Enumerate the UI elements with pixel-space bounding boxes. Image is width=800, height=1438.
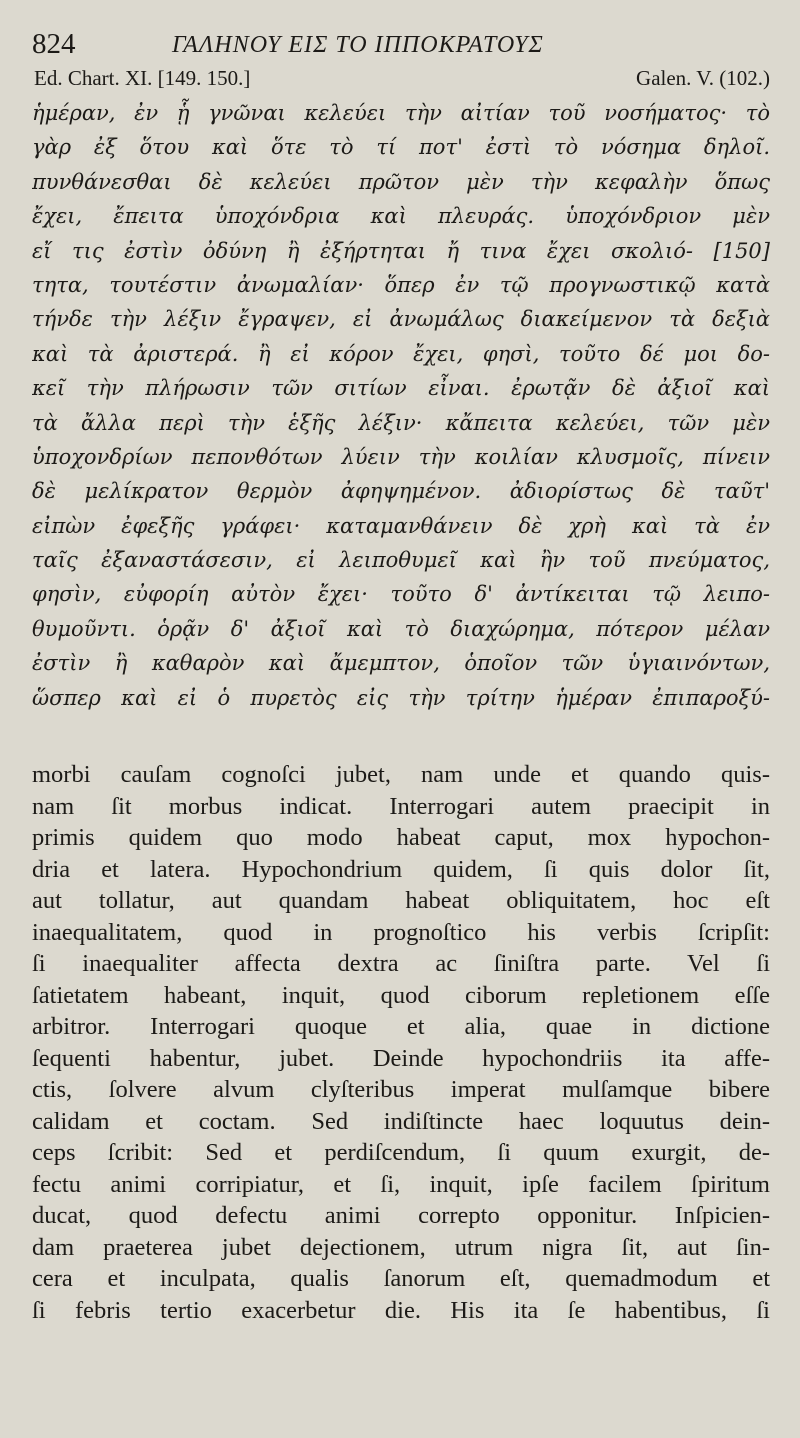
edition-references: [32, 66, 770, 96]
greek-line: δὲ μελίκρατον θερμὸν ἀφηψημένον. ἀδιορίστως δὲ ταῦτ': [32, 479, 770, 504]
latin-line: dam praeterea jubet dejectionem, utrum nigra ſit, aut ſin-: [32, 1233, 770, 1261]
greek-line: πυνθάνεσθαι δὲ κελεύει πρῶτον μὲν τὴν κεφαλὴν ὅπως: [32, 169, 770, 194]
latin-line: ſi inaequaliter affecta dextra ac ſiniſtra parte. Vel ſi: [32, 950, 770, 978]
latin-line: arbitror. Interrogari quoque et alia, quae in dictione: [32, 1013, 770, 1041]
latin-line: nam ſit morbus indicat. Interrogari autem praecipit in: [32, 792, 770, 820]
latin-line: ſatietatem habeant, inquit, quod ciborum repletionem eſſe: [32, 981, 770, 1009]
greek-line: γὰρ ἐξ ὅτου καὶ ὅτε τὸ τί ποτ' ἐστὶ τὸ νόσημα δηλοῖ.: [32, 135, 770, 160]
greek-line: κεῖ τὴν πλήρωσιν τῶν σιτίων εἶναι. ἐρωτᾷν δὲ ἀξιοῖ καὶ: [32, 376, 770, 401]
page-number: 824: [32, 28, 76, 60]
greek-line: τητα, τουτέστιν ἀνωμαλίαν· ὅπερ ἐν τῷ προγνωστικῷ κατὰ: [32, 272, 770, 297]
greek-line: ὥσπερ καὶ εἰ ὁ πυρετὸς εἰς τὴν τρίτην ἡμέραν ἐπιπαροξύ-: [32, 685, 770, 710]
greek-text-block: [32, 96, 770, 715]
greek-line: τήνδε τὴν λέξιν ἔγραψεν, εἰ ἀνωμάλως διακείμενον τὰ δεξιὰ: [32, 307, 770, 332]
greek-line: τὰ ἄλλα περὶ τὴν ἑξῆς λέξιν· κἄπειτα κελεύει, τῶν μὲν: [32, 410, 770, 435]
latin-line: morbi cauſam cognoſci jubet, nam unde et quando quis-: [32, 761, 770, 789]
edition-reference: Ed. Chart. XI. [149. 150.]: [34, 66, 251, 90]
latin-text-block: [32, 759, 770, 1326]
greek-line: θυμοῦντι. ὁρᾷν δ' ἀξιοῖ καὶ τὸ διαχώρημα, πότερον μέλαν: [32, 616, 770, 641]
latin-line: ſequenti habentur, jubet. Deinde hypochondriis ita affe-: [32, 1044, 770, 1072]
latin-line: cera et inculpata, qualis ſanorum eſt, quemadmodum et: [32, 1265, 770, 1293]
page-header: [32, 28, 770, 66]
greek-line: ἡμέραν, ἐν ᾗ γνῶναι κελεύει τὴν αἰτίαν τοῦ νοσήματος· τὸ: [32, 101, 770, 125]
running-title: ΓΑΛΗΝΟΥ ΕΙΣ ΤΟ ΙΠΠΟΚΡΑΤΟΥΣ: [172, 32, 544, 58]
latin-line: primis quidem quo modo habeat caput, mox hypochon-: [32, 824, 770, 852]
latin-line: ducat, quod defectu animi correpto opponitur. Inſpicien-: [32, 1202, 770, 1230]
galen-reference: Galen. V. (102.): [636, 66, 770, 90]
latin-line: ctis, ſolvere alvum clyſteribus imperat mulſamque bibere: [32, 1076, 770, 1104]
latin-line: aut tollatur, aut quandam habeat obliquitatem, hoc eſt: [32, 887, 770, 915]
greek-line: φησὶν, εὐφορίη αὐτὸν ἔχει· τοῦτο δ' ἀντίκειται τῷ λειπο-: [32, 582, 770, 607]
greek-line: καὶ τὰ ἀριστερά. ἢ εἰ κόρον ἔχει, φησὶ, τοῦτο δέ μοι δο-: [32, 341, 770, 366]
latin-line: ceps ſcribit: Sed et perdiſcendum, ſi quum exurgit, de-: [32, 1139, 770, 1167]
latin-line: calidam et coctam. Sed indiſtincte haec loquutus dein-: [32, 1107, 770, 1135]
greek-line: ἐστὶν ἢ καθαρὸν καὶ ἄμεμπτον, ὁποῖον τῶν ὑγιαινόντων,: [32, 651, 770, 676]
latin-line: dria et latera. Hypochondrium quidem, ſi quis dolor ſit,: [32, 855, 770, 883]
greek-line: εἰπὼν ἐφεξῆς γράφει· καταμανθάνειν δὲ χρὴ καὶ τὰ ἐν: [32, 513, 770, 538]
latin-line: ſi febris tertio exacerbetur die. His ita ſe habentibus, ſi: [32, 1296, 770, 1324]
greek-line: ὑποχονδρίων πεπονθότων λύειν τὴν κοιλίαν κλυσμοῖς, πίνειν: [32, 444, 770, 469]
latin-line: inaequalitatem, quod in prognoſtico his verbis ſcripſit:: [32, 918, 770, 946]
latin-line: fectu animi corripiatur, et ſi, inquit, ipſe facilem ſpiritum: [32, 1170, 770, 1198]
greek-line: ἔχει, ἔπειτα ὑποχόνδρια καὶ πλευράς. ὑποχόνδριον μὲν: [32, 204, 770, 229]
greek-line: ταῖς ἐξαναστάσεσιν, εἰ λειποθυμεῖ καὶ ἢν τοῦ πνεύματος,: [32, 548, 770, 573]
greek-line: εἴ τις ἐστὶν ὀδύνη ἢ ἐξήρτηται ἤ τινα ἔχει σκολιό- [150]: [32, 238, 770, 263]
